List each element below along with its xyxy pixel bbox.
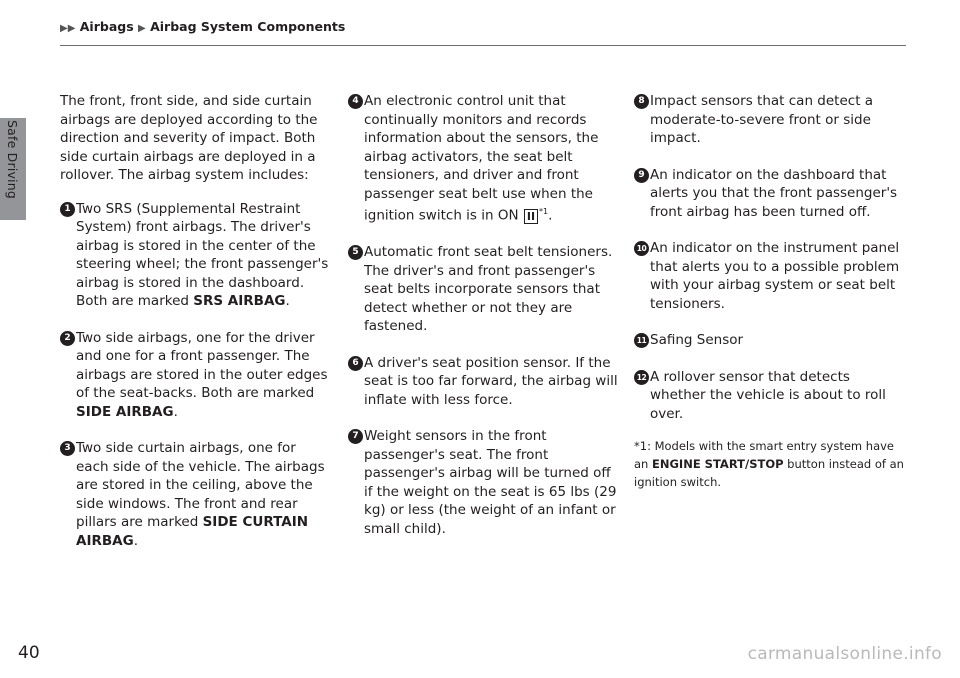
breadcrumb-arrow-icon: ▶ — [138, 23, 146, 34]
list-item — [348, 243, 620, 336]
item-text: Two SRS (Supplemental Restraint System) front airbags. The driver's airbag is stored in the center of the steering wheel; the front passenger's airbag is stored in the dashboard. Both are marked — [76, 200, 329, 309]
section-label-text: Safe Driving — [5, 120, 20, 200]
column-3 — [634, 92, 906, 491]
item-tail: . — [173, 403, 178, 420]
header-divider — [60, 45, 906, 46]
item-text: Weight sensors in the front passenger's seat. The front passenger's airbag will be turned off if the weight on the seat is 65 lbs (29 kg) or less (the weight of an infant or small child). — [364, 428, 617, 537]
ignition-position-key: II — [524, 209, 538, 224]
item-marking: SIDE CURTAIN AIRBAG — [76, 514, 309, 549]
footnote — [634, 437, 906, 491]
intro-paragraph: The front, front side, and side curtain airbags are deployed according to the direction and severity of impact. Both side curtain airbags are deployed in a rollover. The airbag system includes: — [60, 93, 318, 183]
item-text: A rollover sensor that detects whether the vehicle is about to roll over. — [650, 368, 886, 422]
breadcrumb — [60, 19, 345, 34]
item-number-badge: 12 — [634, 370, 649, 385]
item-text: An electronic control unit that continually monitors and records information about the sensors, the airbag activators, the seat belt tensioners, and driver and front passenger seat belt use when the ignition switch is in ON — [364, 93, 599, 224]
item-text: Automatic front seat belt tensioners. The driver's and front passenger's seat belts incorporate sensors that detect whether or not they are fastened. — [364, 244, 613, 334]
item-tail: . — [133, 532, 138, 549]
item-text: Two side curtain airbags, one for each side of the vehicle. The airbags are stored in the ceiling, above the side windows. The front and rear pillars are marked — [76, 440, 325, 530]
footnote-suffix: button instead of an ignition switch. — [634, 457, 904, 489]
item-number-badge: 8 — [634, 94, 649, 109]
item-text: An indicator on the dashboard that alerts you that the front passenger's front airbag has been turned off. — [650, 166, 898, 220]
list-item — [634, 92, 906, 148]
footnote-ref: *1 — [539, 207, 549, 216]
list-item — [348, 354, 620, 410]
column-1 — [60, 92, 332, 568]
list-item — [634, 368, 906, 424]
column-2 — [348, 92, 620, 556]
list-item — [348, 427, 620, 538]
item-number-badge: 3 — [60, 441, 75, 456]
item-text: A driver's seat position sensor. If the seat is too far forward, the airbag will inflate with less force. — [364, 354, 618, 408]
item-number-badge: 7 — [348, 429, 363, 444]
breadcrumb-item-components[interactable]: Airbag System Components — [150, 19, 346, 34]
list-item — [60, 439, 332, 550]
item-number-badge: 9 — [634, 168, 649, 183]
section-side-label — [0, 120, 26, 360]
item-text: An indicator on the instrument panel that alerts you to a possible problem with your airbag system or seat belt tensioners. — [650, 240, 900, 312]
item-number-badge: 2 — [60, 331, 75, 346]
footnote-bold: ENGINE START/STOP — [652, 457, 784, 471]
item-tail: . — [285, 293, 290, 309]
list-item — [634, 239, 906, 313]
item-number-badge: 6 — [348, 356, 363, 371]
item-text: Two side airbags, one for the driver and one for a front passenger. The airbags are stored in the outer edges of the seat-backs. Both are marked — [76, 329, 328, 401]
item-tail: . — [548, 207, 553, 224]
item-marking: SRS AIRBAG — [193, 293, 286, 309]
item-text: Safing Sensor — [650, 332, 744, 348]
item-number-badge: 1 — [60, 202, 75, 217]
watermark: carmanualsonline.info — [747, 644, 942, 664]
item-marking: SIDE AIRBAG — [76, 403, 174, 420]
footnote-prefix: *1: Models with the smart entry system have an — [634, 439, 894, 471]
item-number-badge: 5 — [348, 245, 363, 260]
list-item — [60, 200, 332, 311]
item-number-badge: 4 — [348, 94, 363, 109]
item-number-badge: 10 — [634, 241, 649, 256]
list-item — [634, 331, 906, 350]
list-item — [634, 166, 906, 222]
page-number: 40 — [18, 643, 40, 663]
list-item — [348, 92, 620, 225]
item-number-badge: 11 — [634, 333, 649, 348]
item-text: Impact sensors that can detect a moderate-to-severe front or side impact. — [650, 93, 874, 146]
list-item — [60, 329, 332, 422]
breadcrumb-arrow-icon: ▶▶ — [60, 23, 76, 34]
breadcrumb-item-airbags[interactable]: Airbags — [79, 19, 134, 34]
